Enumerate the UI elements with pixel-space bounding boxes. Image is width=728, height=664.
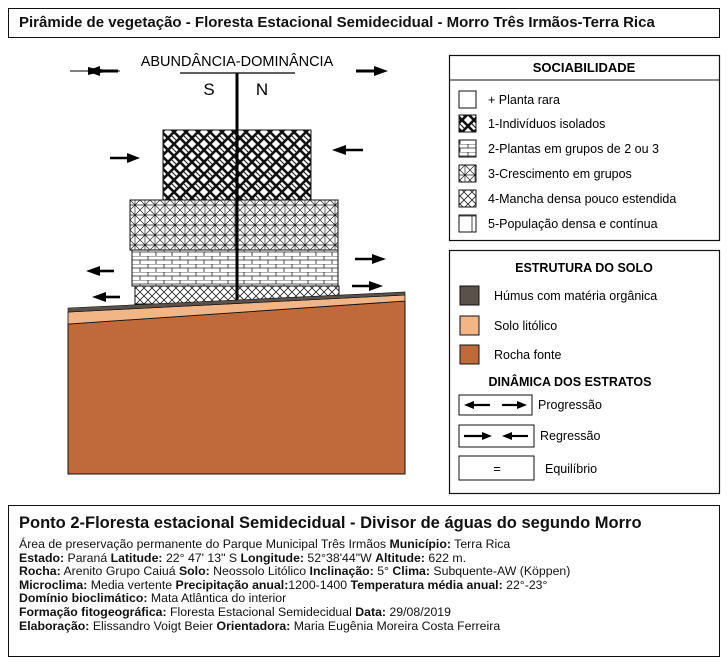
legend-label-planta-rara: + Planta rara: [488, 93, 560, 107]
legend-label-mancha-densa: 4-Mancha densa pouco estendida: [488, 192, 677, 206]
legend-label-humus: Húmus com matéria orgânica: [494, 289, 658, 303]
vegetation-pyramid: [70, 53, 388, 304]
legend-estrutura-solo: [450, 251, 720, 494]
arrow-right-mid-right: [355, 254, 386, 264]
legend-label-progressao: Progressão: [538, 398, 602, 412]
stratum-2-grupos-de-2-ou-3: [132, 250, 338, 286]
arrow-left-upper-right: [332, 145, 363, 155]
label-south: S: [203, 80, 215, 99]
swatch-planta-rara: [459, 91, 476, 108]
swatch-humus: [460, 286, 479, 305]
site-info-heading: Ponto 2-Floresta estacional Semidecidual - Divisor de águas do segundo Morro: [19, 514, 642, 532]
legend-sociabilidade: [450, 56, 720, 241]
info-line-elaboracao: Elaboração: Elissandro Voigt Beier Orientadora: Maria Eugênia Moreira Costa Ferreira: [19, 618, 501, 633]
symbol-equilibrio-sign: =: [493, 461, 501, 476]
legend-label-grupos-2-ou-3: 2-Plantas em grupos de 2 ou 3: [488, 142, 659, 156]
legend-sociabilidade-heading: SOCIABILIDADE: [532, 60, 636, 75]
legend-dinamica-heading: DINÂMICA DOS ESTRATOS: [488, 375, 652, 389]
swatch-individuos-isolados: [459, 115, 476, 132]
soil-profile: [68, 292, 405, 474]
info-line-geology: Rocha: Arenito Grupo Caiuá Solo: Neossolo Litólico Inclinação: 5° Clima: Subquente-AW (Köppen): [19, 564, 571, 579]
info-line-area: Área de preservação permanente do Parque Municipal Três Irmãos Município: Terra Rica: [19, 537, 511, 551]
swatch-grupos-2-ou-3: [459, 140, 476, 157]
legend-label-equilibrio: Equilíbrio: [545, 462, 598, 476]
site-info-lines: [19, 538, 570, 633]
site-info-box: [8, 505, 720, 657]
swatch-populacao-densa: [459, 215, 476, 232]
info-line-formacao: Formação fitogeográfica: Floresta Estacional Semidecidual Data: 29/08/2019: [19, 604, 451, 619]
label-north: N: [255, 80, 269, 99]
arrow-right-lower-right: [352, 281, 383, 291]
legend-label-individuos-isolados: 1-Indivíduos isolados: [488, 117, 606, 131]
swatch-crescimento-em-grupos: [459, 165, 476, 182]
arrow-right-upper-left: [110, 153, 140, 163]
legend-label-solo-litolico: Solo litólico: [494, 319, 558, 333]
soil-rocha-fonte: [68, 301, 405, 474]
info-line-microclimate: Microclima: Media vertente Precipitação anual:1200-1400 Temperatura média anual: 22°-23°: [19, 577, 548, 592]
swatch-mancha-densa: [459, 190, 476, 207]
swatch-rocha-fonte: [460, 345, 479, 364]
legend-label-rocha-fonte: Rocha fonte: [494, 348, 562, 362]
swatch-solo-litolico: [460, 316, 479, 335]
legend-label-crescimento-em-grupos: 3-Crescimento em grupos: [488, 167, 632, 181]
arrow-left-mid-left: [86, 266, 114, 276]
info-line-dominio: Domínio bioclimático: Mata Atlântica do interior: [19, 591, 287, 606]
arrow-left-lower-left: [92, 292, 120, 302]
legend-label-populacao-densa: 5-População densa e contínua: [488, 217, 658, 231]
legend-estrutura-heading: ESTRUTURA DO SOLO: [515, 261, 653, 275]
legend-label-regressao: Regressão: [540, 429, 601, 443]
page-title: Pirâmide de vegetação - Floresta Estacional Semidecidual - Morro Três Irmãos-Terra Rica: [19, 14, 655, 31]
axis-label: ABUNDÂNCIA-DOMINÂNCIA: [140, 54, 334, 70]
info-line-location: Estado: Paraná Latitude: 22° 47' 13" S Longitude: 52°38'44"W Altitude: 622 m.: [19, 550, 467, 565]
stratum-3-crescimento-em-grupos: [130, 200, 338, 250]
